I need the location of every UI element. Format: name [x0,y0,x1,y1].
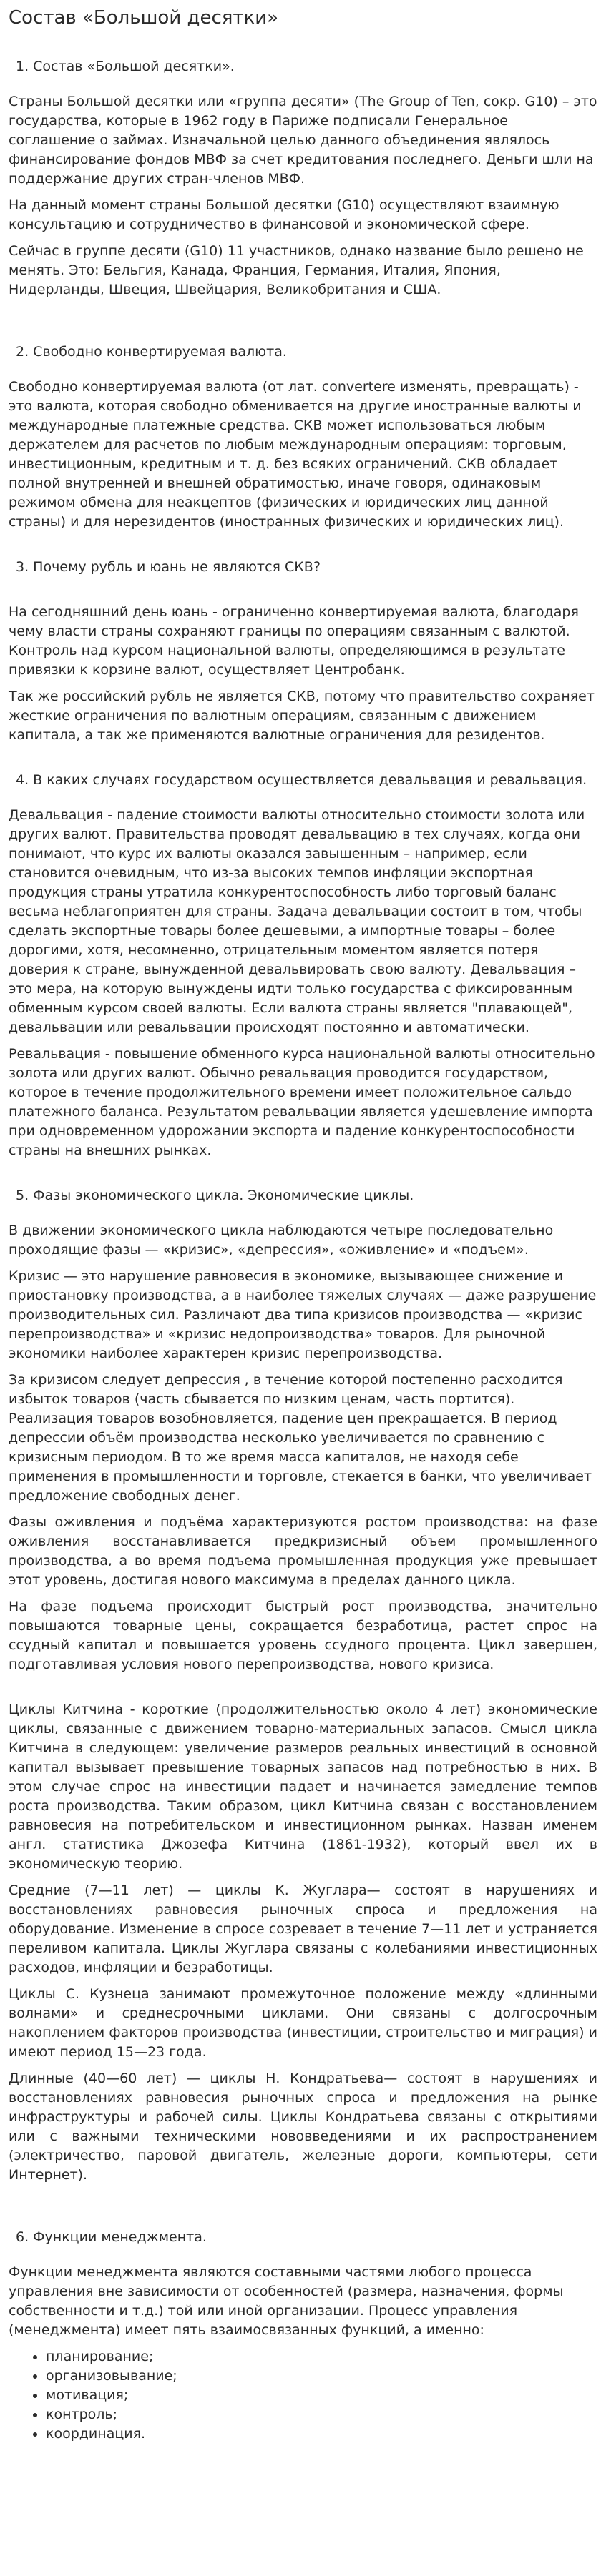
section-management-functions [9,2228,597,2444]
list-item: • организовывание; [46,2367,597,2386]
page-title: Состав «Большой десятки» [9,7,279,29]
paragraph: На фазе подъема происходит быстрый рост производства, значительно повышаются товарные цены, сокращается безработица, растет спрос на ссудный капитал и повышается уровень ссудного процента. Цикл завершен, подготавливая условия нового перепроизводства, нового кризиса. [9,1599,597,1672]
section-economic-cycles [9,1186,597,2185]
paragraph: Функции менеджмента являются составными частями любого процесса управления вне зависимости от особенностей (размера, назначения, формы собственности и т.д.) той или иной организации. Процесс управления (менеджмента) имеет пять взаимосвязанных функций, а именно: [9,2264,564,2338]
paragraph: Циклы Китчина - короткие (продолжительностью около 4 лет) экономические циклы, связанные с движением товарно-материальных запасов. Смысл цикла Китчина в следующем: увеличение размеров реальных инвестиций в основной капитал вызывает превышение товарных запасов над потребностью в них. В этом случае спрос на инвестиции падает и начинается замедление темпов роста производства. Таким образом, цикл Китчина связан с восстановлением равновесия на потребительском и инвестиционном рынках. Назван именем англ. статистика Джозефа Китчина (1861-1932), который ввел их в экономическую теорию. [9,1702,597,1872]
paragraph: На сегодняшний день юань - ограниченно конвертируемая валюта, благодаря чему власти страны сохраняют границы по операциям связанным с валютой. Контроль над курсом национальной валюты, определяющимся в результате привязки к корзине валют, осуществляет Центробанк. [9,604,579,678]
paragraph: Длинные (40—60 лет) — циклы Н. Кондратьева— состоят в нарушениях и восстановлениях равновесия рыночных спроса и предложения на рынке инфраструктуры и рабочей силы. Циклы Кондратьева связаны с открытиями или с важными техническими нововведениями и их распространением (электричество, паровой двигатель, железные дороги, компьютеры, сети Интернет). [9,2071,597,2183]
paragraph: На данный момент страны Большой десятки (G10) осуществляют взаимную консультацию и сотрудничество в финансовой и экономической сфере. [9,197,559,232]
list-item: • координация. [46,2424,597,2444]
section-heading: 6. Функции менеджмента. [16,2229,207,2245]
functions-list [9,2347,597,2444]
section-heading: 4. В каких случаях государством осуществляется девальвация и ревальвация. [16,772,587,788]
list-item: • контроль; [46,2405,597,2424]
paragraph: Фазы оживления и подъёма характеризуются ростом производства: на фазе оживления восстанавливается предкризисный объем промышленного производства, а во время подъема промышленная продукция уже превышает этот уровень, достигая нового максимума в пределах данного цикла. [9,1514,597,1588]
paragraph: В движении экономического цикла наблюдаются четыре последовательно проходящие фазы — «кризис», «депрессия», «оживление» и «подъем». [9,1223,554,1258]
section-heading: 5. Фазы экономического цикла. Экономические циклы. [16,1188,414,1203]
list-item: • мотивация; [46,2386,597,2405]
paragraph: Циклы С. Кузнеца занимают промежуточное положение между «длинными волнами» и среднесрочными циклами. Они связаны с долгосрочным накоплением факторов производства (инвестиции, строительство и миграция) и имеют период 15—23 года. [9,1986,597,2060]
section-devaluation-revaluation [9,771,597,1160]
paragraph: Страны Большой десятки или «группа десяти» (The Group of Ten, сокр. G10) – это государства, которые в 1962 году в Париже подписали Генеральное соглашение о займах. Изначальной целью данного объединения являлось финансирование фондов МВФ за счет кредитования последнего. Деньги шли на поддержание других стран-членов МВФ. [9,94,597,187]
section-heading: 3. Почему рубль и юань не являются СКВ? [16,559,321,575]
paragraph: За кризисом следует депрессия , в течение которой постепенно расходится избыток товаров (часть сбывается по низким ценам, часть портится). Реализация товаров возобновляется, падение цен прекращается. В период депрессии объём производства несколько увеличивается по сравнению с кризисным периодом. В то же время масса капиталов, не находя себе применения в промышленности и торговле, стекается в банки, что увеличивает предложение свободных денег. [9,1372,592,1504]
list-item: • планирование; [46,2347,597,2367]
paragraph: Свободно конвертируемая валюта (от лат. convertere изменять, превращать) - это валюта, которая свободно обменивается на другие иностранные валюты и международные платежные средства. СКВ может использоваться любым держателем для расчетов по любым международным операциям: торговым, инвестиционным, кредитным и т. д. без всяких ограничений. СКВ обладает полной внутренней и внешней обратимостью, иначе говоря, одинаковым режимом обмена для неакцептов (физических и юридических лиц данной страны) и для нерезидентов (иностранных физических и юридических лиц). [9,379,582,530]
section-ruble-yuan [9,558,597,745]
paragraph: Средние (7—11 лет) — циклы К. Жуглара— состоят в нарушениях и восстановлениях равновесия рыночных спроса и предложения на оборудование. Изменение в спросе созревает в течение 7—11 лет и устраняется переливом капитала. Циклы Жуглара связаны с колебаниями инвестиционных расходов, инфляции и безработицы. [9,1882,597,1975]
paragraph: Сейчас в группе десяти (G10) 11 участников, однако название было решено не менять. Это: Бельгия, Канада, Франция, Германия, Италия, Япония, Нидерланды, Швеция, Швейцария, Великобритания и США. [9,243,584,297]
section-heading: 2. Свободно конвертируемая валюта. [16,344,287,360]
paragraph: Ревальвация - повышение обменного курса национальной валюты относительно золота или других валют. Обычно ревальвация проводится государством, которое в течение продолжительного времени имеет положительное сальдо платежного баланса. Результатом ревальвации является удешевление импорта при одновременном удорожании экспорта и падение конкурентоспособности страны на внешних рынках. [9,1046,595,1158]
section-heading: 1. Состав «Большой десятки». [16,59,235,74]
paragraph: Так же российский рубль не является СКВ, потому что правительство сохраняет жесткие ограничения по валютным операциям, связанным с движением капитала, а так же применяются валютные ограничения для резидентов. [9,689,595,743]
paragraph: Девальвация - падение стоимости валюты относительно стоимости золота или других валют. Правительства проводят девальвацию в тех случаях, когда они понимают, что курс их валюты оказался завышенным – например, если становится очевидным, что из-за высоких темпов инфляции экспортная продукция страны утратила конкурентоспособность либо торговый баланс весьма неблагоприятен для страны. Задача девальвации состоит в том, чтобы сделать экспортные товары более дешевыми, а импортные товары – более дорогими, хотя, несомненно, отрицательным моментом является потеря доверия к стране, вынужденной девальвировать свою валюту. Девальвация – это мера, на которую вынуждены идти только государства с фиксированным обменным курсом своей валюты. Если валюта страны является "плавающей", девальвации или ревальвации происходят постоянно и автоматически. [9,807,585,1035]
section-convertible-currency [9,342,597,532]
section-g10-composition [9,57,597,300]
paragraph: Кризис — это нарушение равновесия в экономике, вызывающее снижение и приостановку производства, а в наиболее тяжелых случаях — даже разрушение производительных сил. Различают два типа кризисов производства — «кризис перепроизводства» и «кризис недопроизводства» товаров. Для рыночной экономики наиболее характерен кризис перепроизводства. [9,1268,597,1361]
